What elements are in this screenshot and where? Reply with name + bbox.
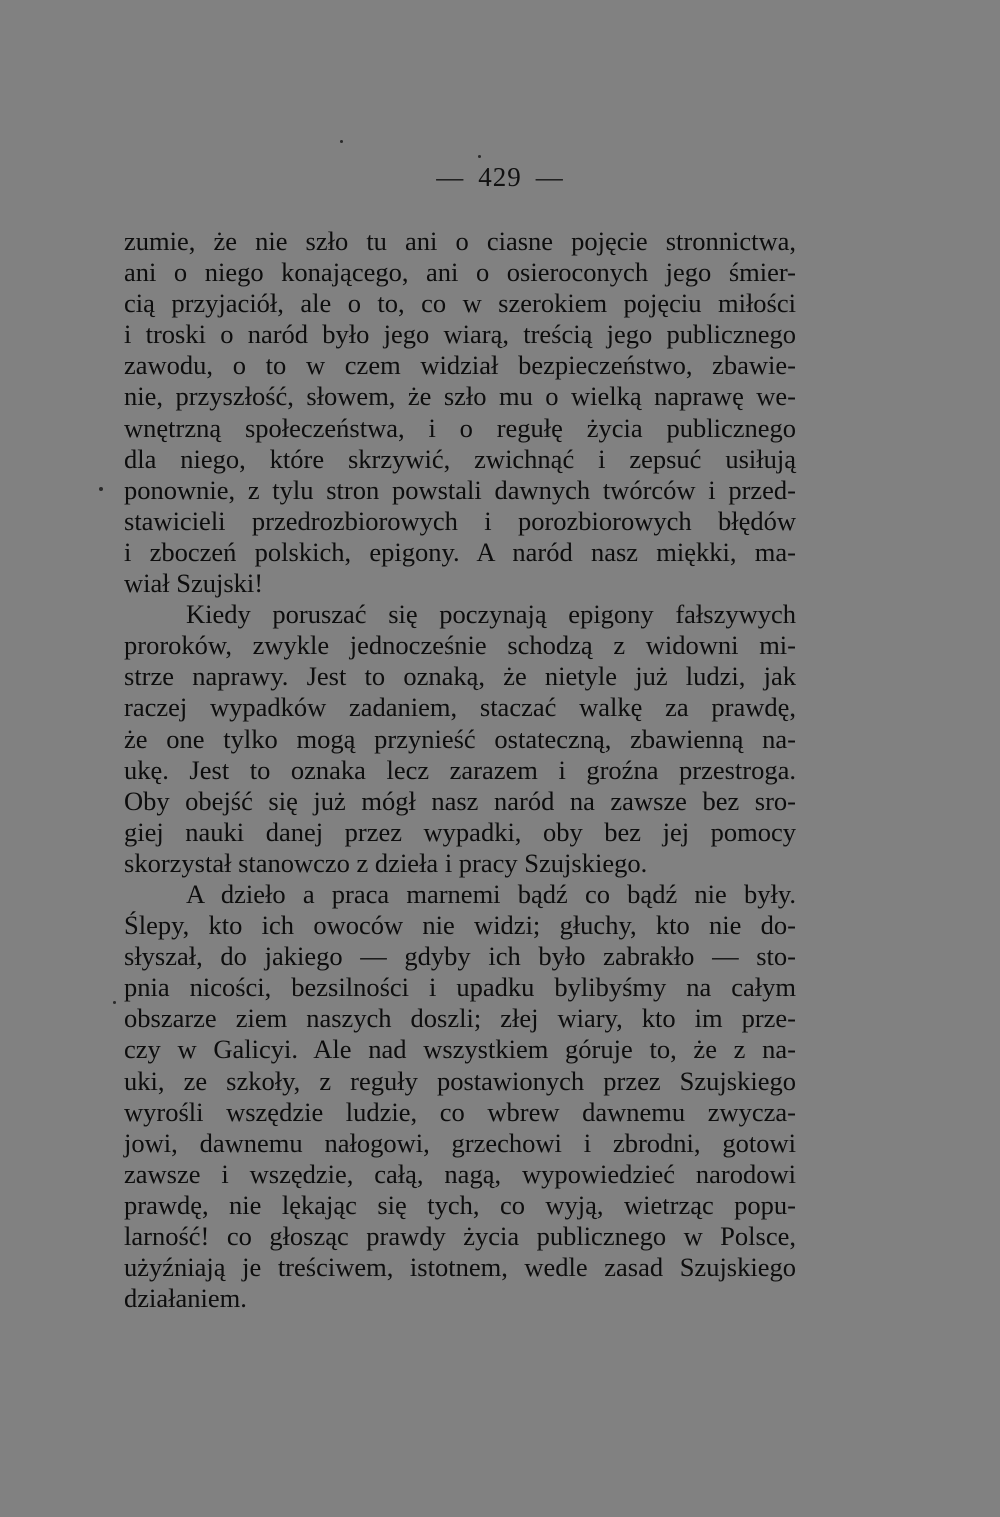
- text-line: i zboczeń polskich, epigony. A naród nasz miękki, ma-: [124, 536, 796, 567]
- text-line: giej nauki danej przez wypadki, oby bez jej pomocy: [124, 816, 796, 847]
- paragraph-end-line: skorzystał stanowczo z dzieła i pracy Szujskiego.: [124, 847, 648, 878]
- paragraph-end-line: wiał Szujski!: [124, 568, 264, 599]
- header-dash-left: —: [436, 162, 465, 192]
- text-line: pnia nicości, bezsilności i upadku bylibyśmy na całym: [124, 972, 796, 1003]
- text-line: uki, ze szkoły, z reguły postawionych przez Szujskiego: [124, 1065, 796, 1096]
- text-line: ukę. Jest to oznaka lecz zarazem i groźna przestroga.: [124, 754, 796, 785]
- text-line: stawicieli przedrozbiorowych i porozbiorowych błędów: [124, 505, 796, 536]
- scan-speck: [99, 487, 103, 491]
- paragraph-end-line: działaniem.: [124, 1283, 247, 1314]
- text-line: Ślepy, kto ich owoców nie widzi; głuchy, kto nie do-: [124, 910, 796, 941]
- scan-speck: [478, 155, 481, 158]
- text-line: zumie, że nie szło tu ani o ciasne pojęcie stronnictwa,: [124, 226, 796, 256]
- text-line: zawsze i wszędzie, całą, nagą, wypowiedzieć narodowi: [124, 1158, 796, 1189]
- text-line: larność! co głosząc prawdy życia publicznego w Polsce,: [124, 1221, 796, 1251]
- text-line: czy w Galicyi. Ale nad wszystkiem góruje to, że z na-: [124, 1034, 796, 1065]
- text-line: raczej wypadków zadaniem, staczać walkę za prawdę,: [124, 692, 796, 723]
- text-line: cią przyjaciół, ale o to, co w szerokiem pojęciu miłości: [124, 288, 796, 319]
- text-line: Oby obejść się już mógł nasz naród na zawsze bez sro-: [124, 785, 796, 816]
- text-line: jowi, dawnemu nałogowi, grzechowi i zbrodni, gotowi: [124, 1127, 796, 1158]
- header-dash-right: —: [535, 162, 564, 192]
- text-line: słyszał, do jakiego — gdyby ich było zabrakło — sto-: [124, 941, 796, 972]
- paragraph-start-line: Kiedy poruszać się poczynają epigony fałszywych: [186, 599, 796, 630]
- text-line: użyźniają je treściwem, istotnem, wedle zasad Szujskiego: [124, 1252, 796, 1283]
- scan-speck: [113, 1001, 116, 1004]
- text-line: wnętrzną społeczeństwa, i o regułę życia publicznego: [124, 412, 796, 443]
- text-line: proroków, zwykle jednocześnie schodzą z widowni mi-: [124, 630, 796, 661]
- text-line: ponownie, z tylu stron powstali dawnych twórców i przed-: [124, 474, 796, 505]
- text-line: i troski o naród było jego wiarą, treścią jego publicznego: [124, 319, 796, 350]
- page-number: 429: [478, 162, 522, 192]
- text-line: dla niego, które skrzywić, zwichnąć i zepsuć usiłują: [124, 443, 796, 474]
- text-line: nie, przyszłość, słowem, że szło mu o wielką naprawę we-: [124, 381, 796, 412]
- text-line: ani o niego konającego, ani o osieroconych jego śmier-: [124, 257, 796, 288]
- paragraph-start-line: A dzieło a praca marnemi bądź co bądź nie były.: [186, 878, 796, 909]
- text-line: zawodu, o to w czem widział bezpieczeństwo, zbawie-: [124, 350, 796, 381]
- text-line: wyrośli wszędzie ludzie, co wbrew dawnemu zwycza-: [124, 1096, 796, 1127]
- text-line: prawdę, nie lękając się tych, co wyją, wietrząc popu-: [124, 1189, 796, 1220]
- body-text: [124, 226, 796, 1314]
- text-line: strze naprawy. Jest to oznaką, że nietyle już ludzi, jak: [124, 661, 796, 692]
- text-line: obszarze ziem naszych doszli; złej wiary, kto im prze-: [124, 1003, 796, 1034]
- text-line: że one tylko mogą przynieść ostateczną, zbawienną na-: [124, 723, 796, 754]
- page-header: [0, 162, 1000, 193]
- scan-speck: [340, 140, 343, 143]
